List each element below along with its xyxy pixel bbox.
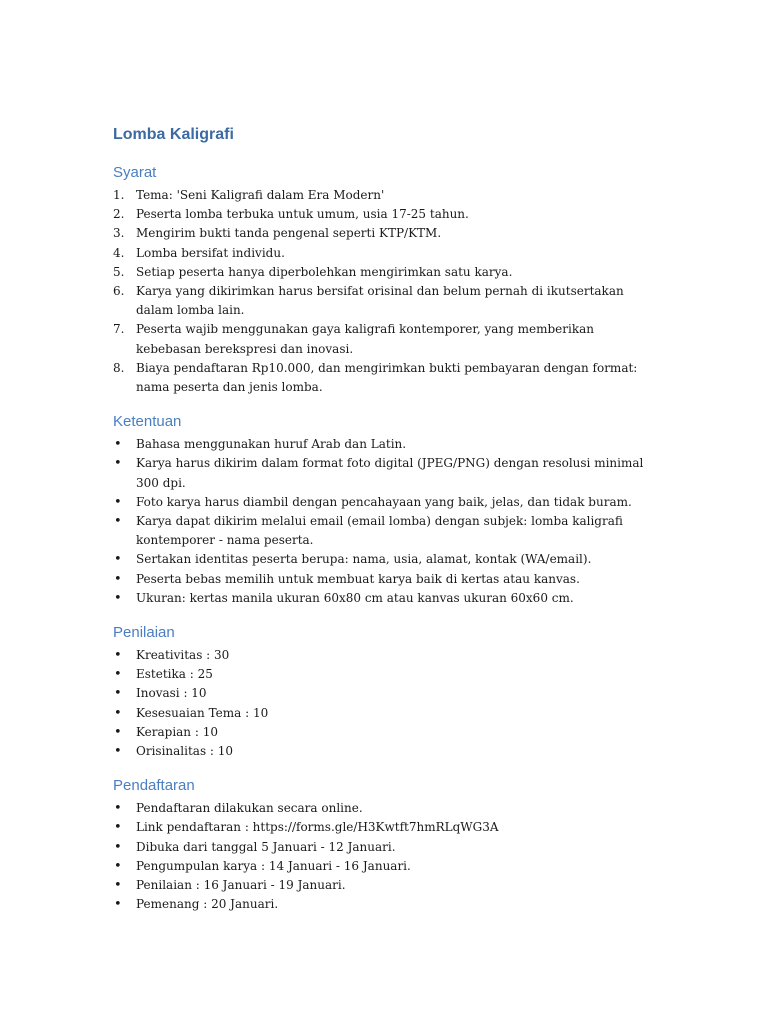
list-item-text: Karya dapat dikirim melalui email (email lomba) dengan subjek: lomba kaligrafi kontemporer - nama peserta. <box>136 514 623 548</box>
list-item <box>113 224 661 243</box>
list-item <box>113 742 661 761</box>
list-item-text: Pengumpulan karya : 14 Januari - 16 Januari. <box>136 858 411 873</box>
list-number: 1. <box>113 188 125 202</box>
list-item-text: Orisinalitas : 10 <box>136 744 234 759</box>
list-item <box>113 244 661 263</box>
list-item <box>113 512 661 550</box>
bullet-icon: • <box>114 494 122 510</box>
bullet-icon: • <box>114 514 122 530</box>
list-item <box>113 589 661 608</box>
bullet-icon: • <box>114 858 122 874</box>
list-item-text: Kerapian : 10 <box>136 724 218 739</box>
section-pendaftaran <box>113 775 661 914</box>
list-item <box>113 857 661 876</box>
list-item <box>113 665 661 684</box>
list-item <box>113 838 661 857</box>
numbered-list-syarat <box>113 186 661 397</box>
section-heading-syarat: Syarat <box>113 164 157 181</box>
list-item-text: Setiap peserta hanya diperbolehkan mengirimkan satu karya. <box>136 264 513 279</box>
bullet-icon: • <box>114 667 122 683</box>
bullet-icon: • <box>114 897 122 913</box>
list-number: 8. <box>113 360 125 375</box>
bullet-icon: • <box>114 878 122 894</box>
list-item-text: Tema: 'Seni Kaligrafi dalam Era Modern' <box>136 188 385 202</box>
section-heading-pendaftaran: Pendaftaran <box>113 777 195 795</box>
bullet-icon: • <box>114 571 122 587</box>
list-item-text: Inovasi : 10 <box>136 686 207 701</box>
list-number: 2. <box>113 207 125 222</box>
bullet-icon: • <box>114 437 122 453</box>
registration-link-text: Link pendaftaran : https://forms.gle/H3Kwtft7hmRLqWG3A <box>136 820 499 835</box>
list-number: 5. <box>113 264 125 279</box>
bullet-icon: • <box>114 744 122 760</box>
list-item-text: Mengirim bukti tanda pengenal seperti KTP/KTM. <box>136 226 442 241</box>
bullet-icon: • <box>114 456 122 472</box>
list-item <box>113 895 661 914</box>
list-item-text: Biaya pendaftaran Rp10.000, dan mengirimkan bukti pembayaran dengan format: nama peserta dan jenis lomba. <box>136 360 638 395</box>
bullet-icon: • <box>114 839 122 855</box>
list-item <box>113 435 661 454</box>
list-item-text: Peserta lomba terbuka untuk umum, usia 17-25 tahun. <box>136 207 469 222</box>
list-item <box>113 723 661 742</box>
list-item <box>113 550 661 569</box>
section-heading-ketentuan: Ketentuan <box>113 413 182 431</box>
list-item <box>113 320 661 358</box>
list-item-text: Karya yang dikirimkan harus bersifat orisinal dan belum pernah di ikutsertakan dalam lomba lain. <box>136 284 624 318</box>
list-number: 3. <box>113 226 125 241</box>
list-item <box>113 799 661 818</box>
list-item <box>113 818 661 837</box>
list-item-text: Foto karya harus diambil dengan pencahayaan yang baik, jelas, dan tidak buram. <box>136 494 632 509</box>
list-item <box>113 493 661 512</box>
document-content <box>113 124 661 929</box>
bullet-icon: • <box>114 820 122 836</box>
bullet-list-pendaftaran <box>113 799 661 914</box>
list-item-text: Penilaian : 16 Januari - 19 Januari. <box>136 878 346 893</box>
bullet-icon: • <box>114 724 122 740</box>
list-item <box>113 570 661 589</box>
list-item <box>113 359 661 397</box>
bullet-icon: • <box>114 705 122 721</box>
list-number: 6. <box>113 284 125 299</box>
list-item-text: Pendaftaran dilakukan secara online. <box>136 801 363 816</box>
list-item-text: Dibuka dari tanggal 5 Januari - 12 Januari. <box>136 839 396 854</box>
bullet-icon: • <box>114 648 122 664</box>
list-item-text: Pemenang : 20 Januari. <box>136 897 279 912</box>
list-item <box>113 186 661 205</box>
list-item <box>113 704 661 723</box>
list-item <box>113 646 661 665</box>
list-item <box>113 876 661 895</box>
list-item-text: Bahasa menggunakan huruf Arab dan Latin. <box>136 437 407 452</box>
list-item <box>113 684 661 703</box>
section-penilaian <box>113 622 661 761</box>
bullet-list-ketentuan <box>113 435 661 608</box>
list-item-text: Peserta wajib menggunakan gaya kaligrafi kontemporer, yang memberikan kebebasan berekspresi dan inovasi. <box>136 322 594 356</box>
list-item <box>113 282 661 320</box>
section-syarat <box>113 162 661 397</box>
document-title: Lomba Kaligrafi <box>113 126 234 143</box>
list-item <box>113 454 661 492</box>
section-ketentuan <box>113 411 661 608</box>
section-heading-penilaian: Penilaian <box>113 624 175 642</box>
bullet-list-penilaian <box>113 646 661 761</box>
list-number: 7. <box>113 322 125 337</box>
bullet-icon: • <box>114 552 122 568</box>
bullet-icon: • <box>114 686 122 702</box>
list-item-text: Lomba bersifat individu. <box>136 245 285 260</box>
list-item-text: Karya harus dikirim dalam format foto digital (JPEG/PNG) dengan resolusi minimal 300 dpi. <box>136 456 644 490</box>
list-item-text: Sertakan identitas peserta berupa: nama, usia, alamat, kontak (WA/email). <box>136 552 592 567</box>
list-item-text: Ukuran: kertas manila ukuran 60x80 cm atau kanvas ukuran 60x60 cm. <box>136 590 574 605</box>
list-item <box>113 263 661 282</box>
list-item-text: Estetika : 25 <box>136 667 213 682</box>
list-item-text: Kreativitas : 30 <box>136 648 230 663</box>
list-item-text: Peserta bebas memilih untuk membuat karya baik di kertas atau kanvas. <box>136 571 580 586</box>
bullet-icon: • <box>114 590 122 606</box>
list-item-text: Kesesuaian Tema : 10 <box>136 705 269 720</box>
bullet-icon: • <box>114 801 122 817</box>
list-item <box>113 205 661 224</box>
list-number: 4. <box>113 245 125 260</box>
